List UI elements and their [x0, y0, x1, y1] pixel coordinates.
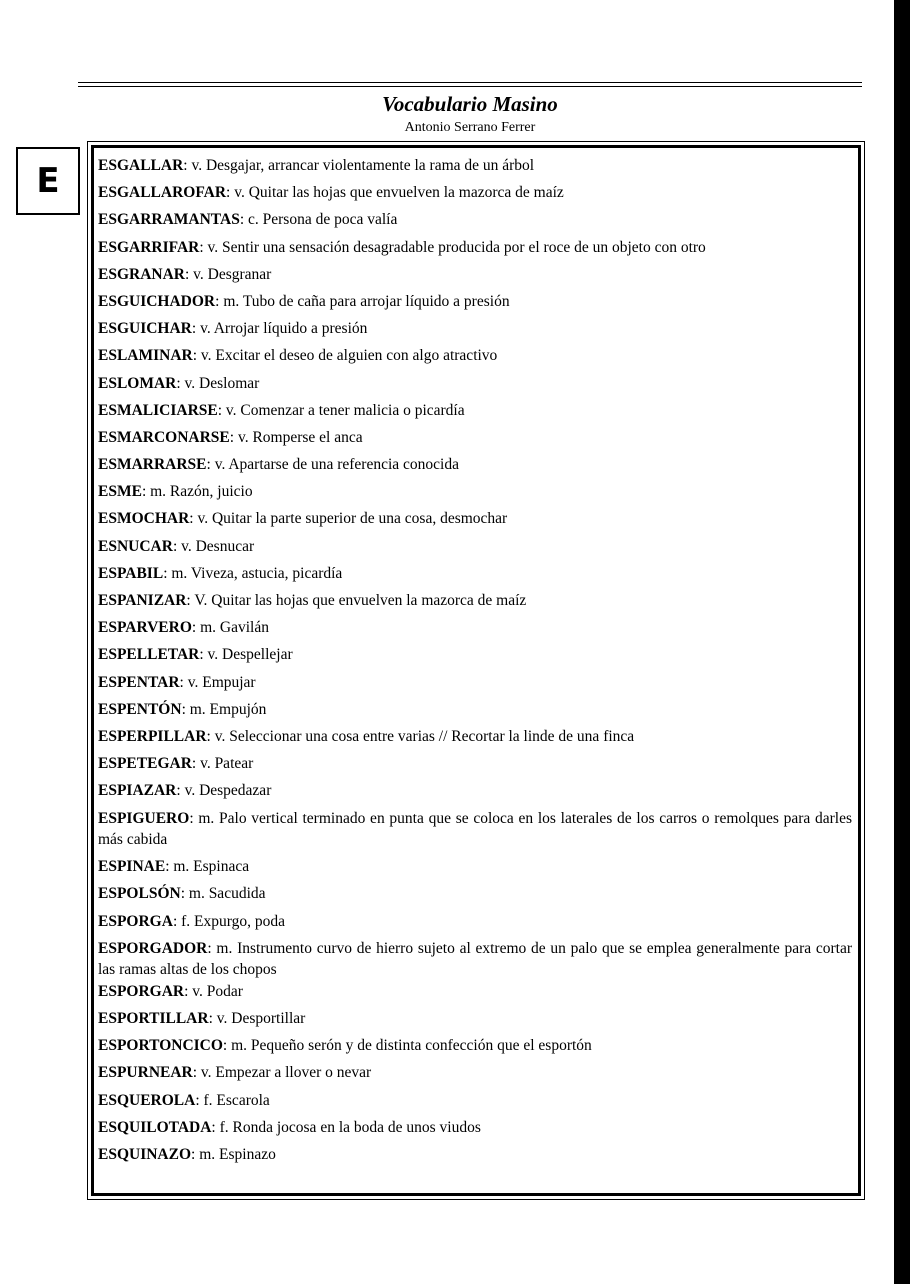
document-author: Antonio Serrano Ferrer: [404, 120, 536, 135]
entry-term: ESPENTAR: [98, 673, 180, 691]
vocabulary-entry: [98, 726, 852, 748]
entry-term: ESPORTONCICO: [98, 1037, 223, 1055]
entry-term: ESGUICHADOR: [98, 292, 216, 310]
document-title: Vocabulario Masino: [382, 92, 558, 116]
vocabulary-entry: [98, 911, 852, 933]
entry-definition: : f. Escarola: [195, 1091, 270, 1109]
entry-term: ESPIAZAR: [98, 782, 177, 800]
entry-definition: : m. Tubo de caña para arrojar líquido a presión: [215, 292, 510, 310]
entry-definition: : m. Pequeño serón y de distinta confección que el esportón: [222, 1037, 592, 1055]
entry-definition: : v. Excitar el deseo de alguien con algo atractivo: [192, 347, 498, 365]
entry-definition: : v. Sentir una sensación desagradable producida por el roce de un objeto con otro: [199, 238, 706, 256]
vocabulary-entry: [98, 345, 852, 367]
entry-definition: : v. Desgranar: [184, 265, 272, 283]
vocabulary-entry: [98, 1117, 852, 1139]
entry-definition: : v. Apartarse de una referencia conocida: [206, 456, 459, 474]
vocabulary-entry: [98, 672, 852, 694]
vocabulary-entry: [98, 427, 852, 449]
entry-term: ESPARVERO: [98, 619, 192, 637]
entry-term: ESPERPILLAR: [98, 727, 207, 745]
entry-term: ESPENTÓN: [98, 700, 182, 718]
entry-definition: : v. Comenzar a tener malicia o picardía: [217, 401, 465, 419]
vocabulary-entry: [98, 237, 852, 259]
entry-definition: : m. Empujón: [181, 700, 267, 718]
entry-definition: : v. Despellejar: [199, 646, 293, 664]
header-rule: [78, 82, 862, 87]
entry-definition: : m. Instrumento curvo de hierro sujeto al extremo de un palo que se emplea generalmente para cortar las ramas altas de los chopos: [98, 939, 852, 979]
vocabulary-entry: [98, 938, 852, 981]
entry-term: ESPANIZAR: [98, 592, 187, 609]
section-letter-box: [16, 147, 80, 215]
vocabulary-entry: [98, 1008, 852, 1030]
entry-definition: : v. Desnucar: [172, 537, 255, 555]
entry-term: ESQUEROLA: [98, 1091, 196, 1109]
entry-definition: : v. Quitar las hojas que envuelven la mazorca de maíz: [226, 184, 564, 202]
entry-term: ESNUCAR: [98, 537, 173, 555]
vocabulary-entry: [98, 563, 852, 585]
entry-definition: : v. Quitar la parte superior de una cosa, desmochar: [189, 510, 508, 528]
vocabulary-entry: [98, 209, 852, 231]
entry-term: ESGARRIFAR: [98, 238, 200, 256]
vocabulary-entry: [98, 1090, 852, 1112]
entry-definition: : c. Persona de poca valía: [239, 211, 398, 229]
entry-definition: : v. Desgajar, arrancar violentamente la rama de un árbol: [183, 157, 535, 174]
entry-term: ESGRANAR: [98, 265, 185, 283]
vocabulary-entry: [98, 291, 852, 313]
vocabulary-entry: [98, 1144, 852, 1166]
entry-term: ESPORGADOR: [98, 939, 208, 957]
page-edge-bar: [894, 0, 910, 1284]
entry-term: ESQUINAZO: [98, 1145, 192, 1163]
entry-definition: : m. Espinaca: [165, 858, 250, 876]
entry-definition: : m. Espinazo: [191, 1145, 276, 1163]
entry-definition: : f. Ronda jocosa en la boda de unos viudos: [211, 1118, 481, 1136]
vocabulary-entry: [98, 617, 852, 639]
vocabulary-entry: [98, 481, 852, 503]
vocabulary-entry: [98, 318, 852, 340]
entry-term: ESGALLAROFAR: [98, 184, 227, 202]
entry-term: ESGALLAR: [98, 157, 184, 174]
entry-definition: : v. Empezar a llover o nevar: [192, 1064, 372, 1082]
vocabulary-entry: [98, 454, 852, 476]
vocabulary-entry: [98, 182, 852, 204]
vocabulary-entry: [98, 1035, 852, 1057]
entry-definition: : v. Seleccionar una cosa entre varias // Recortar la linde de una finca: [206, 727, 635, 745]
vocabulary-entry: [98, 981, 852, 1003]
entry-definition: : V. Quitar las hojas que envuelven la mazorca de maíz: [186, 592, 527, 609]
entry-term: ESMARCONARSE: [98, 428, 230, 446]
entry-definition: : v. Arrojar líquido a presión: [191, 320, 368, 338]
vocabulary-entry: [98, 808, 852, 851]
entry-definition: : v. Empujar: [179, 673, 256, 691]
entry-definition: : v. Desportillar: [208, 1009, 306, 1027]
entry-definition: : v. Patear: [191, 755, 254, 773]
entry-definition: : v. Podar: [184, 982, 243, 1000]
vocabulary-entry: [98, 856, 852, 878]
vocabulary-entry: [98, 536, 852, 558]
entry-definition: : v. Deslomar: [176, 374, 260, 392]
entry-definition: : m. Palo vertical terminado en punta que se coloca en los laterales de los carros o remolques para darles más cabida: [98, 809, 852, 848]
vocabulary-entry: [98, 699, 852, 721]
vocabulary-entry: [98, 780, 852, 802]
entry-term: ESPOLSÓN: [98, 885, 181, 903]
entry-term: ESQUILOTADA: [98, 1118, 212, 1136]
entry-term: ESLAMINAR: [98, 347, 193, 365]
vocabulary-entry: [98, 883, 852, 905]
entry-term: ESPORTILLAR: [98, 1009, 209, 1027]
vocabulary-entry: [98, 400, 852, 422]
entry-term: ESME: [98, 483, 142, 501]
entry-term: ESPABIL: [98, 564, 164, 582]
entry-term: ESMALICIARSE: [98, 401, 218, 419]
entry-term: ESPORGA: [98, 912, 173, 930]
vocabulary-list: [98, 155, 852, 1171]
section-letter: E: [36, 161, 60, 201]
entry-term: ESPELLETAR: [98, 646, 200, 664]
entry-definition: : v. Despedazar: [176, 782, 272, 800]
entry-term: ESMOCHAR: [98, 510, 190, 528]
entry-term: ESPORGAR: [98, 982, 185, 1000]
entry-term: ESPETEGAR: [98, 755, 192, 773]
vocabulary-entry: [98, 1062, 852, 1084]
entry-definition: : m. Viveza, astucia, picardía: [163, 564, 343, 582]
entry-term: ESPURNEAR: [98, 1064, 193, 1082]
entry-definition: : f. Expurgo, poda: [172, 912, 286, 930]
entry-definition: : m. Gavilán: [191, 619, 269, 637]
vocabulary-entry: [98, 753, 852, 775]
entry-term: ESGARRAMANTAS: [98, 211, 240, 229]
entry-definition: : m. Razón, juicio: [141, 483, 253, 501]
vocabulary-entry: [98, 508, 852, 530]
entry-definition: : v. Romperse el anca: [229, 428, 363, 446]
entry-term: ESMARRARSE: [98, 456, 207, 474]
entry-term: ESLOMAR: [98, 374, 177, 392]
vocabulary-entry: [98, 590, 852, 612]
entry-term: ESGUICHAR: [98, 320, 192, 338]
vocabulary-entry: [98, 264, 852, 286]
entry-term: ESPINAE: [98, 858, 166, 876]
vocabulary-entry: [98, 155, 852, 177]
vocabulary-entry: [98, 373, 852, 395]
entry-term: ESPIGUERO: [98, 809, 190, 827]
vocabulary-entry: [98, 644, 852, 666]
entry-definition: : m. Sacudida: [180, 885, 266, 903]
